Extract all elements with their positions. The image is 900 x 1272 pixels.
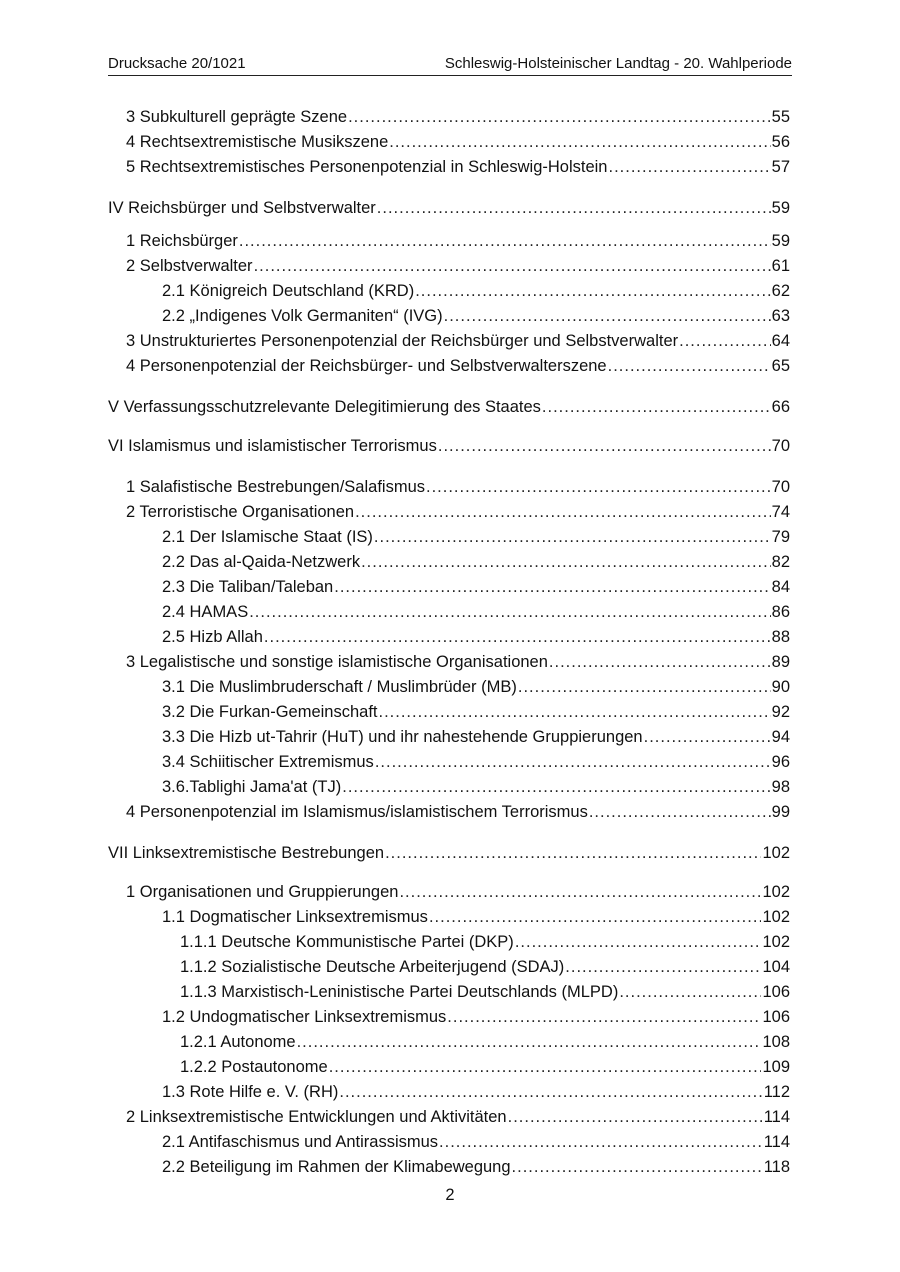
toc-dot-leader bbox=[512, 1156, 763, 1178]
toc-entry-page: 86 bbox=[771, 603, 790, 621]
toc-entry[interactable] bbox=[126, 476, 790, 498]
toc-entry-page: 89 bbox=[771, 653, 790, 671]
header-document-number: Drucksache 20/1021 bbox=[108, 55, 246, 72]
toc-entry-title: 4 Personenpotenzial im Islamismus/islamistischem Terrorismus bbox=[126, 803, 588, 821]
toc-dot-leader bbox=[361, 551, 771, 573]
toc-entry-title: 3.1 Die Muslimbruderschaft / Muslimbrüder (MB) bbox=[162, 678, 517, 696]
toc-entry[interactable] bbox=[126, 330, 790, 352]
toc-entry[interactable] bbox=[126, 131, 790, 153]
toc-entry-title: 1 Organisationen und Gruppierungen bbox=[126, 883, 399, 901]
toc-entry-title: 2.1 Der Islamische Staat (IS) bbox=[162, 528, 373, 546]
toc-entry[interactable] bbox=[162, 726, 790, 748]
toc-entry-page: 114 bbox=[763, 1108, 790, 1126]
toc-entry[interactable] bbox=[162, 1081, 790, 1103]
toc-dot-leader bbox=[239, 230, 771, 252]
toc-entry-page: 114 bbox=[763, 1133, 790, 1151]
toc-entry-title: 2.1 Königreich Deutschland (KRD) bbox=[162, 282, 415, 300]
toc-entry-title: 3 Unstrukturiertes Personenpotenzial der Reichsbürger und Selbstverwalter bbox=[126, 332, 679, 350]
toc-dot-leader bbox=[565, 956, 761, 978]
toc-entry-title: 1.3 Rote Hilfe e. V. (RH) bbox=[162, 1083, 339, 1101]
toc-dot-leader bbox=[644, 726, 771, 748]
toc-entry[interactable] bbox=[162, 1156, 790, 1178]
toc-entry-title: 4 Rechtsextremistische Musikszene bbox=[126, 133, 389, 151]
toc-entry-title: 5 Rechtsextremistisches Personenpotenzial in Schleswig-Holstein bbox=[126, 158, 608, 176]
toc-entry-title: 2.2 „Indigenes Volk Germaniten“ (IVG) bbox=[162, 307, 443, 325]
toc-dot-leader bbox=[426, 476, 771, 498]
toc-entry[interactable] bbox=[162, 526, 790, 548]
toc-entry[interactable] bbox=[126, 355, 790, 377]
toc-entry-title: 4 Personenpotenzial der Reichsbürger- und Selbstverwalterszene bbox=[126, 357, 607, 375]
toc-dot-leader bbox=[679, 330, 771, 352]
toc-entry-page: 84 bbox=[771, 578, 790, 596]
toc-entry[interactable] bbox=[162, 305, 790, 327]
toc-dot-leader bbox=[379, 701, 771, 723]
toc-dot-leader bbox=[439, 1131, 763, 1153]
toc-entry-title: 2 Selbstverwalter bbox=[126, 257, 253, 275]
toc-entry-title: VI Islamismus und islamistischer Terrorismus bbox=[108, 437, 437, 455]
toc-entry-title: 3.4 Schiitischer Extremismus bbox=[162, 753, 374, 771]
toc-entry[interactable] bbox=[162, 1006, 790, 1028]
toc-dot-leader bbox=[375, 751, 771, 773]
toc-entry[interactable] bbox=[162, 576, 790, 598]
toc-dot-leader bbox=[329, 1056, 762, 1078]
toc-dot-leader bbox=[249, 601, 770, 623]
toc-entry-title: 3.2 Die Furkan-Gemeinschaft bbox=[162, 703, 378, 721]
toc-entry[interactable] bbox=[108, 842, 790, 864]
toc-entry[interactable] bbox=[180, 981, 790, 1003]
toc-entry-page: 74 bbox=[771, 503, 790, 521]
toc-entry[interactable] bbox=[126, 156, 790, 178]
toc-entry-page: 64 bbox=[771, 332, 790, 350]
toc-dot-leader bbox=[608, 156, 770, 178]
toc-entry[interactable] bbox=[126, 881, 790, 903]
toc-dot-leader bbox=[515, 931, 762, 953]
toc-entry[interactable] bbox=[126, 255, 790, 277]
toc-entry-title: VII Linksextremistische Bestrebungen bbox=[108, 844, 385, 862]
toc-dot-leader bbox=[447, 1006, 761, 1028]
toc-entry-title: 3.3 Die Hizb ut-Tahrir (HuT) und ihr nahestehende Gruppierungen bbox=[162, 728, 643, 746]
toc-entry-title: 2.2 Beteiligung im Rahmen der Klimabewegung bbox=[162, 1158, 511, 1176]
toc-dot-leader bbox=[549, 651, 771, 673]
toc-entry-title: 1 Salafistische Bestrebungen/Salafismus bbox=[126, 478, 425, 496]
toc-entry-title: 2.1 Antifaschismus und Antirassismus bbox=[162, 1133, 439, 1151]
toc-entry[interactable] bbox=[126, 501, 790, 523]
toc-entry[interactable] bbox=[180, 931, 790, 953]
toc-entry[interactable] bbox=[126, 651, 790, 673]
toc-dot-leader bbox=[339, 1081, 762, 1103]
toc-dot-leader bbox=[438, 435, 771, 457]
toc-dot-leader bbox=[389, 131, 770, 153]
toc-entry-page: 70 bbox=[771, 437, 790, 455]
toc-dot-leader bbox=[348, 106, 771, 128]
toc-entry-title: V Verfassungsschutzrelevante Delegitimierung des Staates bbox=[108, 398, 541, 416]
toc-entry[interactable] bbox=[126, 230, 790, 252]
toc-dot-leader bbox=[415, 280, 770, 302]
toc-entry[interactable] bbox=[126, 106, 790, 128]
toc-entry-page: 96 bbox=[771, 753, 790, 771]
toc-entry-page: 106 bbox=[762, 983, 790, 1001]
toc-entry-page: 108 bbox=[762, 1033, 790, 1051]
toc-entry-page: 59 bbox=[771, 199, 790, 217]
page-number: 2 bbox=[445, 1186, 455, 1204]
toc-entry[interactable] bbox=[162, 751, 790, 773]
toc-dot-leader bbox=[297, 1031, 762, 1053]
toc-entry-page: 79 bbox=[771, 528, 790, 546]
toc-entry[interactable] bbox=[162, 701, 790, 723]
toc-entry-title: IV Reichsbürger und Selbstverwalter bbox=[108, 199, 376, 217]
toc-entry-title: 1.1.1 Deutsche Kommunistische Partei (DKP) bbox=[180, 933, 514, 951]
toc-entry[interactable] bbox=[180, 1056, 790, 1078]
toc-entry-page: 109 bbox=[762, 1058, 790, 1076]
toc-entry-title: 2.4 HAMAS bbox=[162, 603, 249, 621]
toc-dot-leader bbox=[374, 526, 771, 548]
toc-entry-title: 1 Reichsbürger bbox=[126, 232, 238, 250]
toc-entry[interactable] bbox=[162, 551, 790, 573]
toc-entry[interactable] bbox=[126, 801, 790, 823]
toc-entry[interactable] bbox=[162, 676, 790, 698]
toc-entry-page: 99 bbox=[771, 803, 790, 821]
toc-entry-page: 94 bbox=[771, 728, 790, 746]
toc-entry[interactable] bbox=[162, 626, 790, 648]
toc-entry-page: 65 bbox=[771, 357, 790, 375]
toc-entry-page: 88 bbox=[771, 628, 790, 646]
toc-dot-leader bbox=[355, 501, 771, 523]
toc-dot-leader bbox=[542, 396, 771, 418]
toc-dot-leader bbox=[377, 197, 771, 219]
toc-dot-leader bbox=[518, 676, 771, 698]
page-header bbox=[108, 55, 792, 76]
header-parliament-title: Schleswig-Holsteinischer Landtag - 20. Wahlperiode bbox=[444, 55, 792, 72]
toc-entry-page: 61 bbox=[771, 257, 790, 275]
toc-entry[interactable] bbox=[108, 435, 790, 457]
toc-entry[interactable] bbox=[162, 776, 790, 798]
toc-entry[interactable] bbox=[108, 396, 790, 418]
toc-entry-title: 1.1.3 Marxistisch-Leninistische Partei Deutschlands (MLPD) bbox=[180, 983, 619, 1001]
toc-entry[interactable] bbox=[108, 197, 790, 219]
toc-entry-title: 3.6.Tablighi Jama'at (TJ) bbox=[162, 778, 342, 796]
toc-entry-page: 56 bbox=[771, 133, 790, 151]
toc-entry[interactable] bbox=[162, 280, 790, 302]
toc-entry-page: 92 bbox=[771, 703, 790, 721]
toc-dot-leader bbox=[264, 626, 771, 648]
toc-entry-title: 1.1.2 Sozialistische Deutsche Arbeiterjugend (SDAJ) bbox=[180, 958, 565, 976]
toc-entry-page: 102 bbox=[762, 883, 790, 901]
toc-entry-page: 82 bbox=[771, 553, 790, 571]
toc-dot-leader bbox=[342, 776, 770, 798]
toc-entry-title: 1.2.1 Autonome bbox=[180, 1033, 296, 1051]
toc-entry-page: 55 bbox=[771, 108, 790, 126]
toc-entry[interactable] bbox=[162, 601, 790, 623]
toc-entry[interactable] bbox=[126, 1106, 790, 1128]
toc-entry-page: 70 bbox=[771, 478, 790, 496]
toc-entry-title: 2.2 Das al-Qaida-Netzwerk bbox=[162, 553, 361, 571]
toc-entry-page: 90 bbox=[771, 678, 790, 696]
toc-entry-title: 1.2.2 Postautonome bbox=[180, 1058, 328, 1076]
toc-dot-leader bbox=[619, 981, 761, 1003]
toc-dot-leader bbox=[254, 255, 771, 277]
toc-entry-page: 62 bbox=[771, 282, 790, 300]
toc-entry-page: 63 bbox=[771, 307, 790, 325]
toc-entry-page: 104 bbox=[762, 958, 790, 976]
toc-entry[interactable] bbox=[180, 956, 790, 978]
toc-dot-leader bbox=[429, 906, 762, 928]
toc-entry-page: 112 bbox=[763, 1083, 790, 1101]
toc-entry[interactable] bbox=[162, 1131, 790, 1153]
toc-dot-leader bbox=[444, 305, 771, 327]
toc-entry-title: 2.3 Die Taliban/Taleban bbox=[162, 578, 334, 596]
toc-dot-leader bbox=[589, 801, 771, 823]
toc-entry-page: 59 bbox=[771, 232, 790, 250]
toc-entry-page: 66 bbox=[771, 398, 790, 416]
toc-entry-page: 106 bbox=[762, 1008, 790, 1026]
toc-entry-title: 2 Linksextremistische Entwicklungen und Aktivitäten bbox=[126, 1108, 507, 1126]
toc-entry-title: 1.1 Dogmatischer Linksextremismus bbox=[162, 908, 428, 926]
toc-entry[interactable] bbox=[180, 1031, 790, 1053]
toc-entry-page: 98 bbox=[771, 778, 790, 796]
toc-dot-leader bbox=[608, 355, 771, 377]
toc-dot-leader bbox=[385, 842, 761, 864]
toc-entry-page: 118 bbox=[763, 1158, 790, 1176]
toc-dot-leader bbox=[508, 1106, 763, 1128]
toc-entry-title: 3 Subkulturell geprägte Szene bbox=[126, 108, 348, 126]
toc-entry-title: 1.2 Undogmatischer Linksextremismus bbox=[162, 1008, 447, 1026]
toc-entry[interactable] bbox=[162, 906, 790, 928]
toc-entry-page: 102 bbox=[762, 933, 790, 951]
toc-dot-leader bbox=[334, 576, 770, 598]
toc-dot-leader bbox=[399, 881, 761, 903]
toc-entry-page: 57 bbox=[771, 158, 790, 176]
toc-entry-title: 2 Terroristische Organisationen bbox=[126, 503, 355, 521]
toc-entry-title: 3 Legalistische und sonstige islamistische Organisationen bbox=[126, 653, 548, 671]
toc-entry-title: 2.5 Hizb Allah bbox=[162, 628, 263, 646]
toc-entry-page: 102 bbox=[762, 908, 790, 926]
toc-entry-page: 102 bbox=[762, 844, 790, 862]
